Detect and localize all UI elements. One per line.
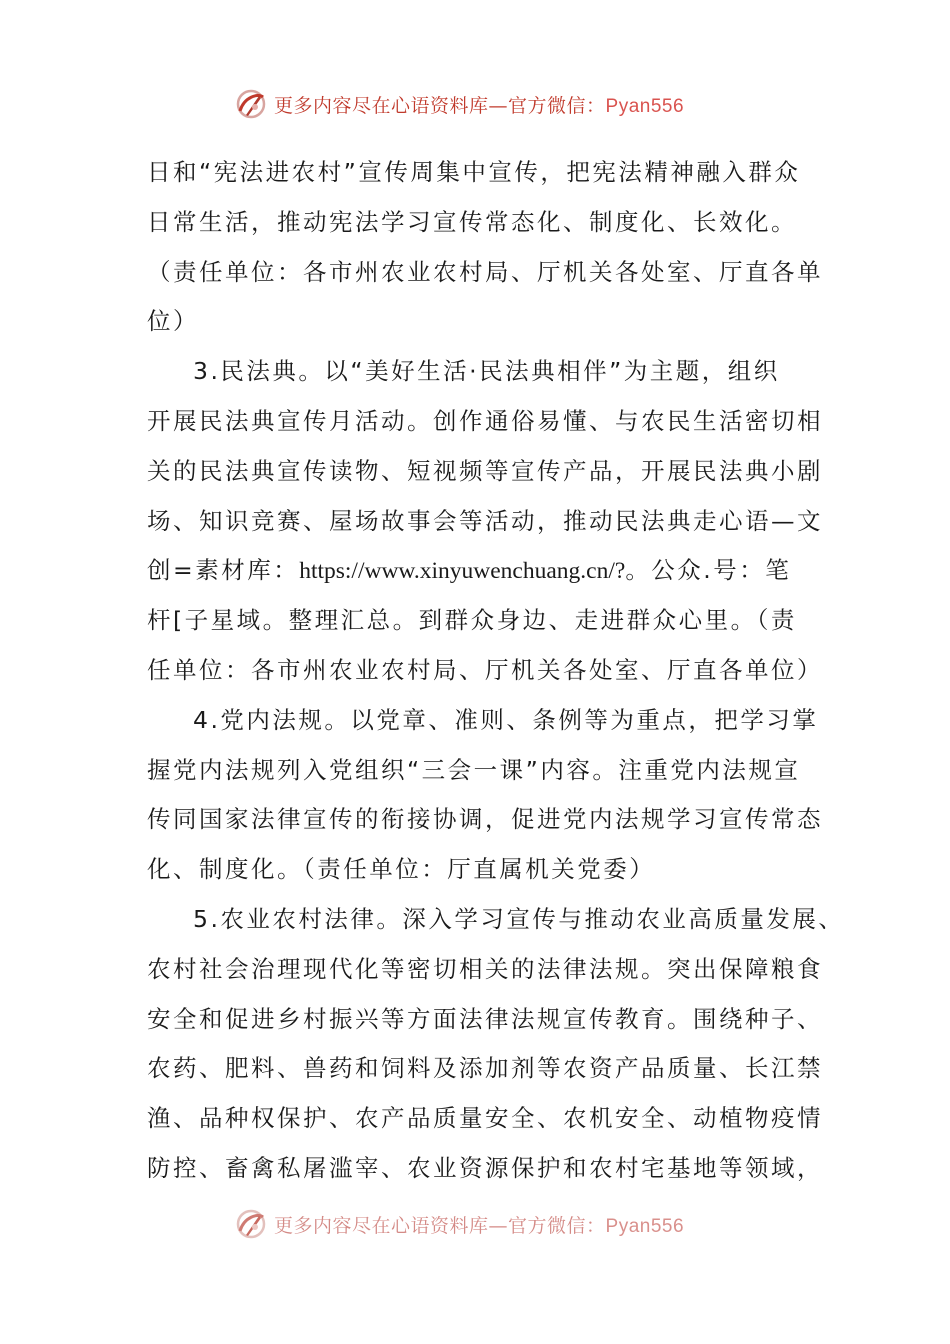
text-line: 化、制度化。（责任单位：厅直属机关党委） <box>147 855 656 884</box>
text-line: 杆[子星域。整理汇总。到群众身边、走进群众心里。（责 <box>147 606 797 635</box>
text-line: 农村社会治理现代化等密切相关的法律法规。突出保障粮食 <box>147 954 823 983</box>
text-line: 日常生活，推动宪法学习宣传常态化、制度化、长效化。 <box>147 207 797 236</box>
text-line: 位） <box>147 307 199 336</box>
body-text <box>147 148 845 1194</box>
text-line: 防控、畜禽私屠滥宰、农业资源保护和农村宅基地等领域， <box>147 1153 823 1182</box>
paragraph-start-party-regulations: 4.党内法规。以党章、准则、条例等为重点，把学习掌 <box>193 705 819 734</box>
text-line: 传同国家法律宣传的衔接协调，促进党内法规学习宣传常态 <box>147 805 823 834</box>
text-line: 渔、品种权保护、农产品质量安全、农机安全、动植物疫情 <box>147 1104 823 1133</box>
text-line: 握党内法规列入党组织“三会一课”内容。注重党内法规宣 <box>147 755 801 784</box>
text-fragment: 。公众.号：笔 <box>625 556 792 585</box>
pen-swirl-logo-icon <box>234 1207 268 1241</box>
paragraph-start-civil-code: 3.民法典。以“美好生活·民法典相伴”为主题，组织 <box>193 357 780 386</box>
text-line: 日和“宪法进农村”宣传周集中宣传，把宪法精神融入群众 <box>147 158 801 186</box>
pen-swirl-logo-icon <box>234 87 268 121</box>
text-line: 安全和促进乡村振兴等方面法律法规宣传教育。围绕种子、 <box>147 1004 823 1033</box>
text-line: 任单位：各市州农业农村局、厅机关各处室、厅直各单位） <box>147 655 823 684</box>
header-watermark-text: 更多内容尽在心语资料库—官方微信：Pyan556 <box>274 94 685 117</box>
text-line-with-url <box>147 546 807 596</box>
text-line: 农药、肥料、兽药和饲料及添加剂等农资产品质量、长江禁 <box>147 1054 823 1083</box>
text-line: 开展民法典宣传月活动。创作通俗易懂、与农民生活密切相 <box>147 406 823 435</box>
inline-url-text: https://www.xinyuwenchuang.cn/? <box>299 558 626 585</box>
paragraph-start-agricultural-law: 5.农业农村法律。深入学习宣传与推动农业高质量发展、 <box>193 904 845 933</box>
footer-watermark-text: 更多内容尽在心语资料库—官方微信：Pyan556 <box>274 1214 685 1237</box>
footer-watermark-id: Pyan556 <box>605 1215 685 1237</box>
footer-watermark <box>234 1206 684 1242</box>
text-line: （责任单位：各市州农业农村局、厅机关各处室、厅直各单 <box>147 257 823 286</box>
text-line: 场、知识竞赛、屋场故事会等活动，推动民法典走心语—文 <box>147 506 823 535</box>
header-watermark <box>234 86 684 122</box>
header-watermark-id: Pyan556 <box>605 95 685 117</box>
text-fragment: 创=素材库： <box>147 556 300 585</box>
text-line: 关的民法典宣传读物、短视频等宣传产品，开展民法典小剧 <box>147 456 823 485</box>
